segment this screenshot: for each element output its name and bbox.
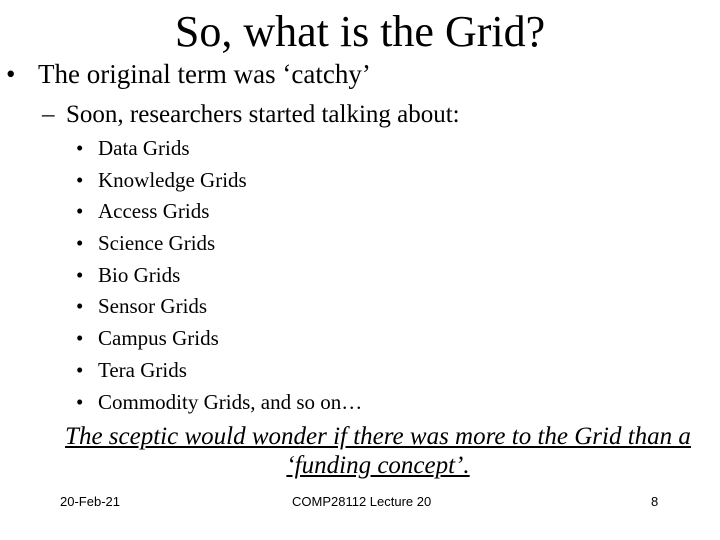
grid-types-list (76, 133, 362, 418)
list-item-text: Knowledge Grids (98, 167, 247, 192)
bullet-icon: • (76, 231, 84, 256)
list-item-text: Commodity Grids, and so on… (98, 389, 363, 414)
list-item (76, 355, 362, 387)
sub-bullet-text: Soon, researchers started talking about: (66, 101, 460, 128)
list-item (76, 323, 362, 355)
bullet-icon: • (76, 167, 84, 192)
list-item-text: Tera Grids (98, 357, 187, 382)
bullet-icon: • (76, 389, 84, 414)
main-bullet-text: The original term was ‘catchy’ (38, 59, 371, 89)
bullet-icon: • (76, 294, 84, 319)
footer-course: COMP28112 Lecture 20 (292, 494, 432, 509)
dash-icon: – (42, 101, 55, 128)
list-item-text: Bio Grids (98, 262, 181, 287)
list-item-text: Campus Grids (98, 326, 219, 351)
list-item-text: Access Grids (98, 199, 210, 224)
sceptic-note: The sceptic would wonder if there was more to the Grid than a ‘funding concept’. (65, 423, 691, 479)
main-bullet (6, 56, 371, 92)
list-item (76, 387, 362, 419)
footer-page-number: 8 (651, 494, 659, 509)
list-item-text: Sensor Grids (98, 294, 208, 319)
list-item-text: Science Grids (98, 231, 216, 256)
list-item (76, 165, 362, 197)
bullet-icon: • (6, 59, 16, 89)
list-item (76, 260, 362, 292)
sub-bullet (42, 98, 460, 132)
bullet-icon: • (76, 262, 84, 287)
footer-date: 20-Feb-21 (60, 494, 120, 509)
list-item-text: Data Grids (98, 136, 190, 160)
bullet-icon: • (76, 199, 84, 224)
bullet-icon: • (76, 357, 84, 382)
slide-title: So, what is the Grid? (174, 7, 546, 56)
list-item (76, 291, 362, 323)
bullet-icon: • (76, 136, 84, 160)
list-item (76, 228, 362, 260)
list-item (76, 196, 362, 228)
bullet-icon: • (76, 326, 84, 351)
list-item (76, 133, 362, 165)
